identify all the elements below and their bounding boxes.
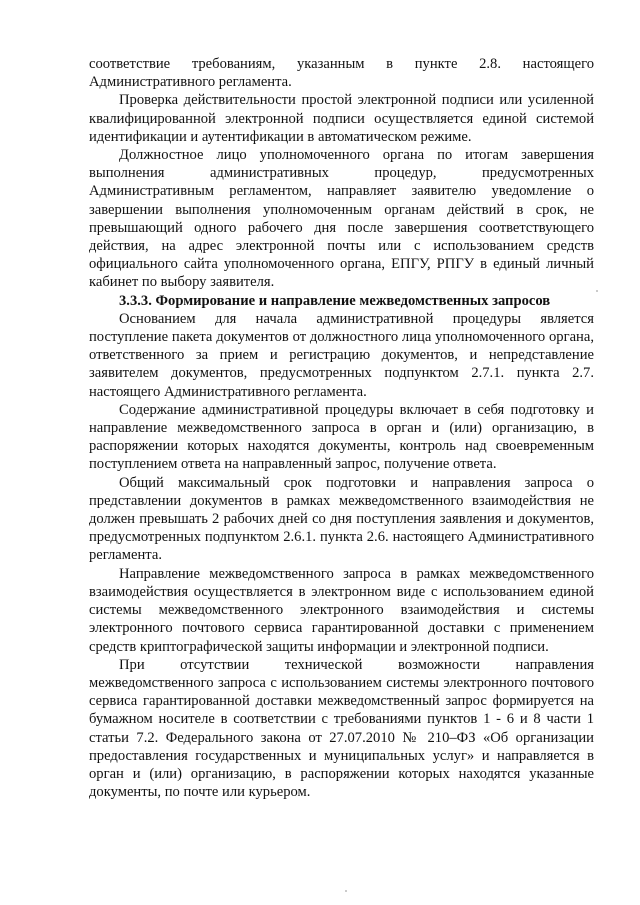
- paragraph: Основанием для начала административной процедуры является поступление пакета документов от должностного лица уполномоченного органа, ответственного за прием и регистрацию документов, и непредставление заявителем документов, предусмотренных подпунктом 2.7.1. пункта 2.7. настоящего Административного регламента.: [89, 310, 594, 400]
- scan-speck: [596, 290, 598, 292]
- paragraph: Направление межведомственного запроса в рамках межведомственного взаимодействия осуществляется в электронном виде с использованием единой системы межведомственного электронного взаимодействия и системы электронного почтового сервиса гарантированной доставки с применением средств криптографической защиты информации и электронной подписи.: [89, 565, 594, 655]
- paragraph: Проверка действительности простой электронной подписи или усиленной квалифицированной электронной подписи осуществляется единой системой идентификации и аутентификации в автоматическом режиме.: [89, 92, 594, 145]
- scan-speck: [345, 890, 347, 892]
- paragraph: Общий максимальный срок подготовки и направления запроса о представлении документов в рамках межведомственного взаимодействия не должен превышать 2 рабочих дней со дня поступления заявления и документов, предусмотренных подпунктом 2.6.1. пункта 2.6. настоящего Административного регламента.: [89, 474, 594, 564]
- section-heading: 3.3.3. Формирование и направление межведомственных запросов: [119, 292, 551, 309]
- paragraph: Содержание административной процедуры включает в себя подготовку и направление межведомственного запроса в орган и (или) организацию, в распоряжении которых находятся документы, контроль над своевременным поступлением ответа на направленный запрос, получение ответа.: [89, 401, 594, 473]
- paragraph: Должностное лицо уполномоченного органа по итогам завершения выполнения административных процедур, предусмотренных Административным регламентом, направляет заявителю уведомление о завершении выполнения уполномоченным органам действий в срок, не превышающий одного рабочего дня после завершения соответствующего действия, на адрес электронной почты или с использованием средств официального сайта уполномоченного органа, ЕПГУ, РПГУ в единый личный кабинет по выбору заявителя.: [89, 147, 594, 291]
- paragraph: соответствие требованиям, указанным в пункте 2.8. настоящего Административного регламента.: [89, 56, 594, 91]
- paragraph: При отсутствии технической возможности направления межведомственного запроса с использованием системы электронного почтового сервиса гарантированной доставки межведомственный запрос формируется на бумажном носителе в соответствии с требованиями пунктов 1 - 6 и 8 части 1 статьи 7.2. Федерального закона от 27.07.2010 № 210–ФЗ «Об организации предоставления государственных и муниципальных услуг» и направляется в орган и (или) организацию, в распоряжении которых находятся указанные документы, по почте или курьером.: [89, 656, 594, 801]
